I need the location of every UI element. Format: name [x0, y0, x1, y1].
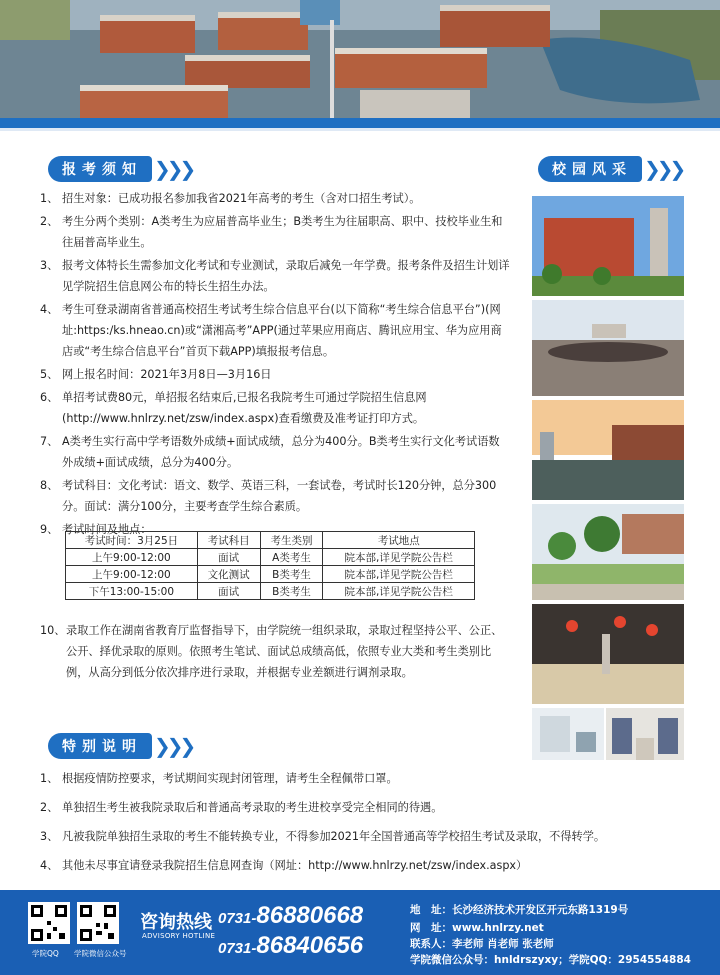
- notice-item: 9、 考试时间及地点：: [40, 523, 152, 536]
- campus-photo-square: [532, 300, 684, 396]
- hotline-title: 咨询热线: [140, 912, 212, 933]
- hotline-phone-2[interactable]: 0731-86840656: [218, 932, 364, 959]
- campus-title: 校园风采: [538, 156, 642, 182]
- chevron-right-icon: ❯❯❯: [154, 734, 193, 758]
- notice-list: [40, 188, 510, 540]
- header-divider: [0, 118, 720, 128]
- table-row: [66, 549, 475, 566]
- special-item: 4、 其他未尽事宜请登录我院招生信息网查询（网址：http://www.hnlrzy.net/zsw/index.aspx）: [40, 859, 528, 872]
- table-cell: 上午9:00-12:00: [66, 566, 198, 583]
- table-header-cell: 考试科目: [197, 532, 260, 549]
- campus-photo-lake: [532, 400, 684, 500]
- special-item: 3、 凡被我院单独招生录取的考生不能转换专业，不得参加2021年全国普通高等学校招生考试及录取，不得转学。: [40, 830, 606, 843]
- special-list: [40, 768, 690, 884]
- notice-list-continued: [40, 620, 510, 683]
- footer-contact-bar: [0, 890, 720, 975]
- table-header-cell: 考试时间：3月25日: [66, 532, 198, 549]
- table-cell: A类考生: [260, 549, 323, 566]
- campus-photo-dorm-1: [532, 708, 604, 760]
- notice-title: 报考须知: [48, 156, 152, 182]
- notice-item: 5、 网上报名时间：2021年3月8日—3月16日: [40, 368, 272, 381]
- footer-address: 地 址：长沙经济技术开发区开元东路1319号: [410, 904, 629, 916]
- table-cell: 面试: [197, 583, 260, 600]
- table-cell: 上午9:00-12:00: [66, 549, 198, 566]
- table-row: [66, 566, 475, 583]
- table-cell: B类考生: [260, 566, 323, 583]
- footer-website[interactable]: 网 址：www.hnlrzy.net: [410, 922, 544, 934]
- chevron-right-icon: ❯❯❯: [644, 157, 683, 181]
- header-divider-light: [0, 128, 720, 131]
- table-cell: 面试: [197, 549, 260, 566]
- special-section-heading: [48, 733, 192, 759]
- exam-schedule-table: [65, 531, 475, 600]
- hotline-subtitle: ADVISORY HOTLINE: [142, 932, 216, 940]
- footer-wechat-qq: 学院微信公众号：hnldrszyxy；学院QQ：2954554884: [410, 954, 691, 966]
- campus-photo-garden: [532, 504, 684, 600]
- table-cell: 下午13:00-15:00: [66, 583, 198, 600]
- special-item: 1、 根据疫情防控要求，考试期间实现封闭管理，请考生全程佩带口罩。: [40, 772, 398, 785]
- notice-item: 6、 单招考试费80元，单招报名结束后,已报名我院考生可通过学院招生信息网(http://www.hnlrzy.net/zsw/index.aspx)查看缴费及准考证打印方式。: [40, 391, 427, 425]
- table-cell: 院本部,详见学院公告栏: [323, 583, 475, 600]
- chevron-right-icon: ❯❯❯: [154, 157, 193, 181]
- table-cell: 文化测试: [197, 566, 260, 583]
- table-header-cell: 考生类别: [260, 532, 323, 549]
- campus-photo-building: [532, 196, 684, 296]
- footer-contacts: 联系人：李老师 肖老师 张老师: [410, 938, 554, 950]
- notice-item: 4、 考生可登录湖南省普通高校招生考试考生综合信息平台(以下简称“考生综合信息平台”)(网址:https:/ks.hneao.cn)或“潇湘高考”APP(通过苹果应用商店、腾讯应用宝、华为应用商店或“考生综合信息平台”首页下载APP)填报报考信息。: [40, 303, 502, 358]
- notice-item: 10、 录取工作在湖南省教育厅监督指导下，由学院统一组织录取，录取过程坚持公平、公正、公开、择优录取的原则。依照考生笔试、面试总成绩高低，依照专业大类和考生类别比例，从高分到低分依次排序进行录取，并根据专业差额进行调剂录取。: [40, 624, 503, 679]
- campus-photo-dorm-2: [606, 708, 684, 760]
- campus-photo-canteen: [532, 604, 684, 704]
- hotline-phone-1[interactable]: 0731-86880668: [218, 902, 364, 929]
- notice-section-heading: [48, 156, 192, 182]
- table-cell: 院本部,详见学院公告栏: [323, 549, 475, 566]
- campus-aerial-banner: [0, 0, 720, 118]
- table-header-row: [66, 532, 475, 549]
- wechat-qr-code[interactable]: [77, 902, 119, 944]
- notice-item: 7、 A类考生实行高中学考语数外成绩+面试成绩，总分为400分。B类考生实行文化考试语数外成绩+面试成绩，总分为400分。: [40, 435, 500, 469]
- special-item: 2、 单独招生考生被我院录取后和普通高考录取的考生进校享受完全相同的待遇。: [40, 801, 443, 814]
- special-title: 特别说明: [48, 733, 152, 759]
- qq-qr-code[interactable]: [28, 902, 70, 944]
- table-cell: B类考生: [260, 583, 323, 600]
- table-cell: 院本部,详见学院公告栏: [323, 566, 475, 583]
- table-header-cell: 考试地点: [323, 532, 475, 549]
- notice-item: 8、 考试科目：文化考试：语文、数学、英语三科，一套试卷，考试时长120分钟，总分300分。面试：满分100分，主要考查学生综合素质。: [40, 479, 497, 513]
- notice-item: 2、 考生分两个类别：A类考生为应届普高毕业生；B类考生为往届职高、职中、技校毕业生和往届普高毕业生。: [40, 215, 503, 249]
- notice-item: 3、 报考文体特长生需参加文化考试和专业测试，录取后减免一年学费。报考条件及招生计划详见学院招生信息网公布的特长生招生办法。: [40, 259, 510, 293]
- campus-aerial-illustration: [0, 0, 720, 118]
- qq-qr-label: 学院QQ: [32, 949, 59, 958]
- campus-section-heading: [538, 156, 682, 182]
- wechat-qr-label: 学院微信公众号: [74, 949, 127, 958]
- notice-item: 1、 招生对象：已成功报名参加我省2021年高考的考生（含对口招生考试）。: [40, 192, 421, 205]
- table-row: [66, 583, 475, 600]
